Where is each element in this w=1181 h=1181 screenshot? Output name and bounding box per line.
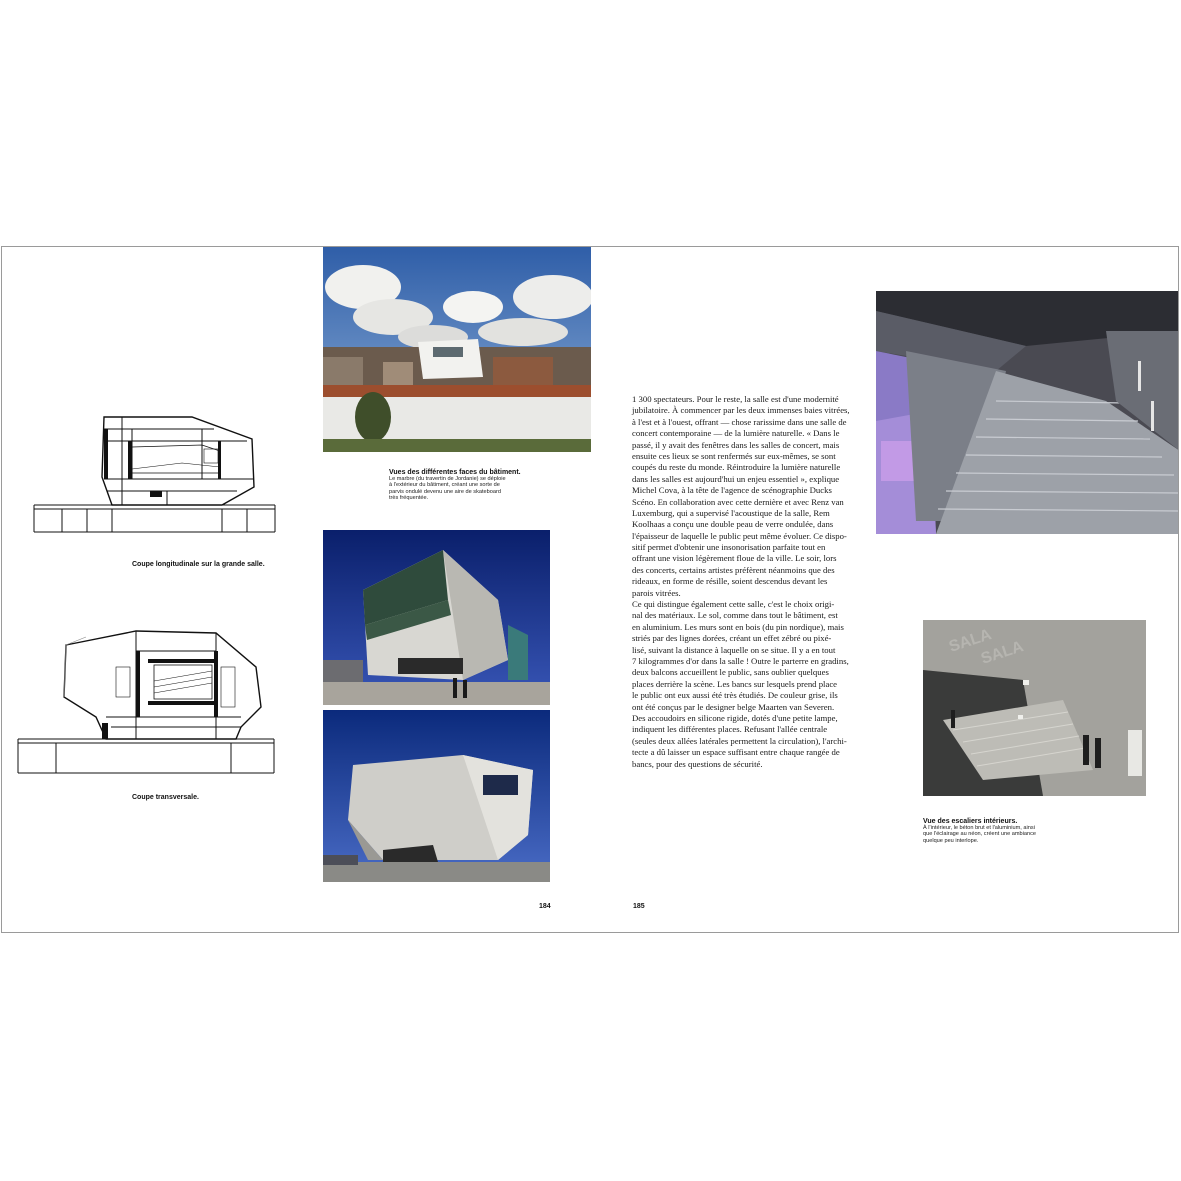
body-text-line: ont été conçus par le designer belge Maarten van Severen. [632,701,835,712]
body-text-line: le public ont eux aussi été très étudiés. De couleur grise, ils [632,690,838,701]
body-text-line: en aluminium. Les murs sont en bois (du pin nordique), mais [632,621,844,632]
interior-caption-line: que l'éclairage au néon, créent une ambiance [923,831,1037,838]
exterior-caption-title: Vues des différentes faces du bâtiment. [389,469,521,476]
body-text-line: jubilatoire. À commencer par les deux immenses baies vitrées, [632,405,850,416]
interior-caption-line: À l'intérieur, le béton brut et l'aluminium, ainsi [923,825,1035,831]
body-text-line: concert contemporaine — de la lumière naturelle. « Dans le [632,428,840,439]
transverse-section-drawing [16,627,276,777]
exterior-photos-caption [389,469,529,502]
body-text-line: striés par des lignes dorées, créant un effet zébré ou pixé- [632,633,832,644]
photo-interior-sala [923,620,1146,796]
interior-caption-line: quelque peu interlope. [923,837,979,844]
body-text-line: coupés du reste du monde. Réintroduire la lumière naturelle [632,462,841,473]
body-text-line: (seules deux allées latérales permettent la circulation), l'archi- [632,735,847,746]
body-text-line: sitif permet d'obtenir une insonorisation parfaite tout en [632,542,826,553]
body-text-line: Michel Cova, à la tête de l'agence de scénographie Ducks [632,485,832,496]
body-text-line: 1 300 spectateurs. Pour le reste, la salle est d'une modernité [632,394,839,404]
body-text-line: l'épaisseur de laquelle le public peut même évoluer. Ce dispo- [632,530,847,541]
body-text-line: Koolhaas a conçu une double peau de verre ondulée, dans [632,519,834,530]
interior-caption-title: Vue des escaliers intérieurs. [923,818,1018,825]
exterior-caption-line: Le marbre (du travertin de Jordanie) se déploie [389,476,506,482]
exterior-caption-line: à l'extérieur du bâtiment, créant une sorte de [389,482,500,489]
photo-building-corner [323,530,550,705]
body-text-line: parois vitrées. [632,587,681,598]
body-text-line: Scéno. En collaboration avec cette dernière et avec Renz van [632,496,844,507]
body-text-line: Ce qui distingue également cette salle, c'est le choix origi- [632,599,835,610]
longitudinal-section-drawing [32,407,277,537]
transverse-section-caption: Coupe transversale. [132,794,199,801]
photo-building-angle [323,710,550,882]
body-text-line: dans les salles est aujourd'hui un enjeu essentiel », explique [632,473,840,484]
body-text-line: à l'est et à l'ouest, offrant — chose rarissime dans une salle de [632,416,847,427]
body-text-line: deux balcons accueillent le public, sans oublier quelques [632,667,829,678]
body-text-line: rideaux, en forme de résille, soient descendus devant les [632,576,828,587]
longitudinal-section-caption: Coupe longitudinale sur la grande salle. [132,561,265,568]
body-text-line: nal des matériaux. Le sol, comme dans tout le bâtiment, est [632,610,838,621]
body-text-line: offrant une vision légèrement floue de la ville. Le soir, lors [632,553,837,564]
photo-exterior-sky [323,247,591,452]
interior-photo-caption [923,818,1073,844]
body-text-line: 7 kilogrammes d'or dans la salle ! Outre le parterre en gradins, [632,655,849,666]
right-page-number: 185 [633,903,645,910]
body-text-line: places derrière la scène. Les bancs sur lesquels prend place [632,678,838,689]
exterior-caption-line: parvis ondulé devenu une aire de skateboard [389,488,501,495]
body-text-line: Des accoudoirs en silicone rigide, dotés d'une petite lampe, [632,712,838,723]
book-spread [1,246,1179,933]
body-text-line: bancs, pour des questions de sécurité. [632,758,763,769]
body-text-line: lisé, suivant la distance à laquelle on se situe. Il y a en tout [632,644,836,655]
left-page-number: 184 [539,903,551,910]
wall-lettering-sala: SALA [978,638,1026,668]
body-text-line: passé, il y avait des fenêtres dans les salles de concert, mais [632,439,840,450]
body-text-line: tecte a dû laisser un espace suffisant entre chaque rangée de [632,747,840,758]
exterior-caption-line: très fréquentée. [389,495,429,502]
article-body-text [632,394,864,770]
body-text-line: des concerts, certains artistes préfèrent néanmoins que des [632,564,835,575]
photo-interior-staircase [876,291,1179,534]
body-text-line: Luxemburg, qui a supervisé l'acoustique de la salle, Rem [632,507,830,518]
body-text-line: indiquent les différentes places. Refusant l'allée centrale [632,724,828,735]
wall-lettering-sala: SALA [946,626,994,656]
body-text-line: ensuite ces lieux se sont renfermés sur eux-mêmes, se sont [632,450,836,461]
